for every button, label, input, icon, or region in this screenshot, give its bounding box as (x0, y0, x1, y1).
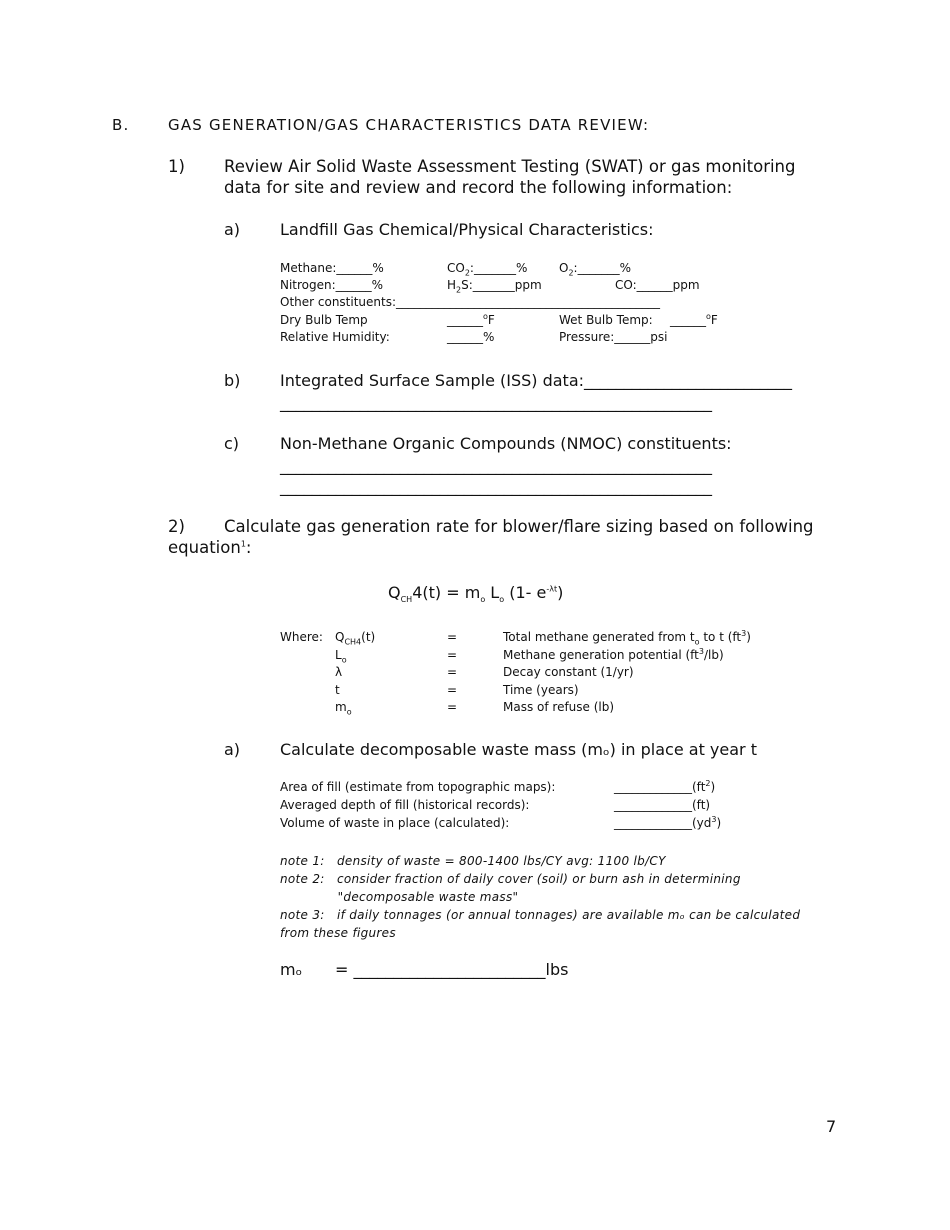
item1-number: 1) (168, 157, 185, 176)
nmoc-title: Non-Methane Organic Compounds (NMOC) constituents: (280, 434, 732, 453)
methane-field: Methane:______% (280, 261, 384, 275)
variable-description: Decay constant (1/yr) (503, 665, 634, 679)
h2s-field: $H_2S:\_\_\_\_\_\_\_ppm$ (447, 278, 542, 295)
item1-line1: Review Air Solid Waste Assessment Testing (SWAT) or gas monitoring (224, 157, 796, 176)
item1a-number: a) (224, 220, 241, 239)
iss-data-line: ______________________________________________________ (280, 393, 712, 412)
variable-description: Total methane generated from $t_o$ to t $(ft^3)$ (503, 629, 751, 647)
nmoc-line-1: ______________________________________________________ (280, 456, 712, 475)
item2a-title: Calculate decomposable waste mass (mₒ) in place at year t (280, 740, 757, 759)
relative-humidity-label: Relative Humidity: (280, 330, 390, 344)
variable-equals: = (447, 630, 458, 644)
item2a-number: a) (224, 740, 241, 759)
variable-equals: = (447, 682, 458, 697)
item2-line2: equation$^1$: (168, 538, 252, 557)
variable-symbol: $L_o$ (335, 647, 347, 664)
note-line: note 1: density of waste = 800-1400 lbs/CY avg: 1100 lb/CY (280, 854, 666, 868)
mass-row-blank: $\_\_\_\_\_\_\_\_\_\_\_\_\_(ft^2)$ (614, 779, 716, 794)
variable-symbol: t (335, 682, 340, 697)
mass-row-label: Volume of waste in place (calculated): (280, 816, 510, 830)
item2-line1: Calculate gas generation rate for blower/flare sizing based on following (224, 517, 814, 536)
nitrogen-field: Nitrogen:______% (280, 278, 384, 292)
variable-equals: = (447, 665, 458, 679)
note-line: "decomposable waste mass" (280, 890, 519, 904)
mo-result-field: = ________________________lbs (335, 960, 569, 979)
variable-description: Mass of refuse (lb) (503, 700, 615, 714)
mo-label: mₒ (280, 960, 303, 979)
other-constituents-field: Other constituents:____________________________________________ (280, 295, 661, 309)
where-label: Where: (280, 630, 323, 644)
dry-bulb-field: ______$^o$F (447, 312, 495, 327)
note-line: note 2: consider fraction of daily cover (soil) or burn ash in determining (280, 872, 741, 886)
variable-description: Methane generation potential $(ft^3/lb)$ (503, 646, 724, 662)
item1a-title: Landfill Gas Chemical/Physical Characteristics: (280, 220, 654, 239)
item2-number: 2) (168, 517, 185, 536)
footnote-marker: 1 (240, 539, 246, 549)
variable-symbol: λ (335, 665, 343, 679)
generation-equation: $Q_{CH}4(t) = m_o$ $L_o$ (1- $e^{-\lambda t}$) (388, 583, 564, 605)
relative-humidity-field: ______% (447, 330, 495, 344)
mass-row-blank: $\_\_\_\_\_\_\_\_\_\_\_\_\_(yd^3)$ (614, 815, 722, 830)
mass-row-label: Area of fill (estimate from topographic maps): (280, 780, 556, 794)
variable-equals: = (447, 700, 458, 714)
iss-data-field: Integrated Surface Sample (ISS) data:__________________________ (280, 371, 793, 390)
co2-field: $CO_2:\_\_\_\_\_\_\_\%$ (447, 261, 528, 278)
mass-row-label: Averaged depth of fill (historical records): (280, 798, 530, 812)
page-number: 7 (826, 1117, 837, 1136)
pressure-field: Pressure:______psi (559, 330, 668, 344)
item1c-number: c) (224, 434, 240, 453)
section-title: GAS GENERATION/GAS CHARACTERISTICS DATA REVIEW: (168, 116, 650, 134)
variable-symbol: $m_o$ (335, 700, 352, 717)
note-line: note 3: if daily tonnages (or annual tonnages) are available mₒ can be calculated (280, 908, 801, 922)
wet-bulb-field: ______$^o$F (670, 312, 718, 327)
item1b-number: b) (224, 371, 241, 390)
dry-bulb-label: Dry Bulb Temp (280, 313, 368, 327)
wet-bulb-label: Wet Bulb Temp: (559, 313, 653, 327)
variable-symbol: $Q_{CH4}(t)$ (335, 630, 376, 647)
o2-field: $O_2:\_\_\_\_\_\_\_\%$ (559, 261, 631, 278)
variable-equals: = (447, 647, 458, 662)
nmoc-line-2: ______________________________________________________ (280, 477, 712, 496)
co-field: CO:______ppm (615, 278, 700, 292)
variable-description: Time (years) (503, 682, 579, 697)
mass-row-blank: _____________(ft) (614, 798, 711, 812)
note-line: from these figures (280, 926, 396, 940)
section-letter: B. (112, 116, 130, 134)
item1-line2: data for site and review and record the following information: (224, 178, 733, 197)
